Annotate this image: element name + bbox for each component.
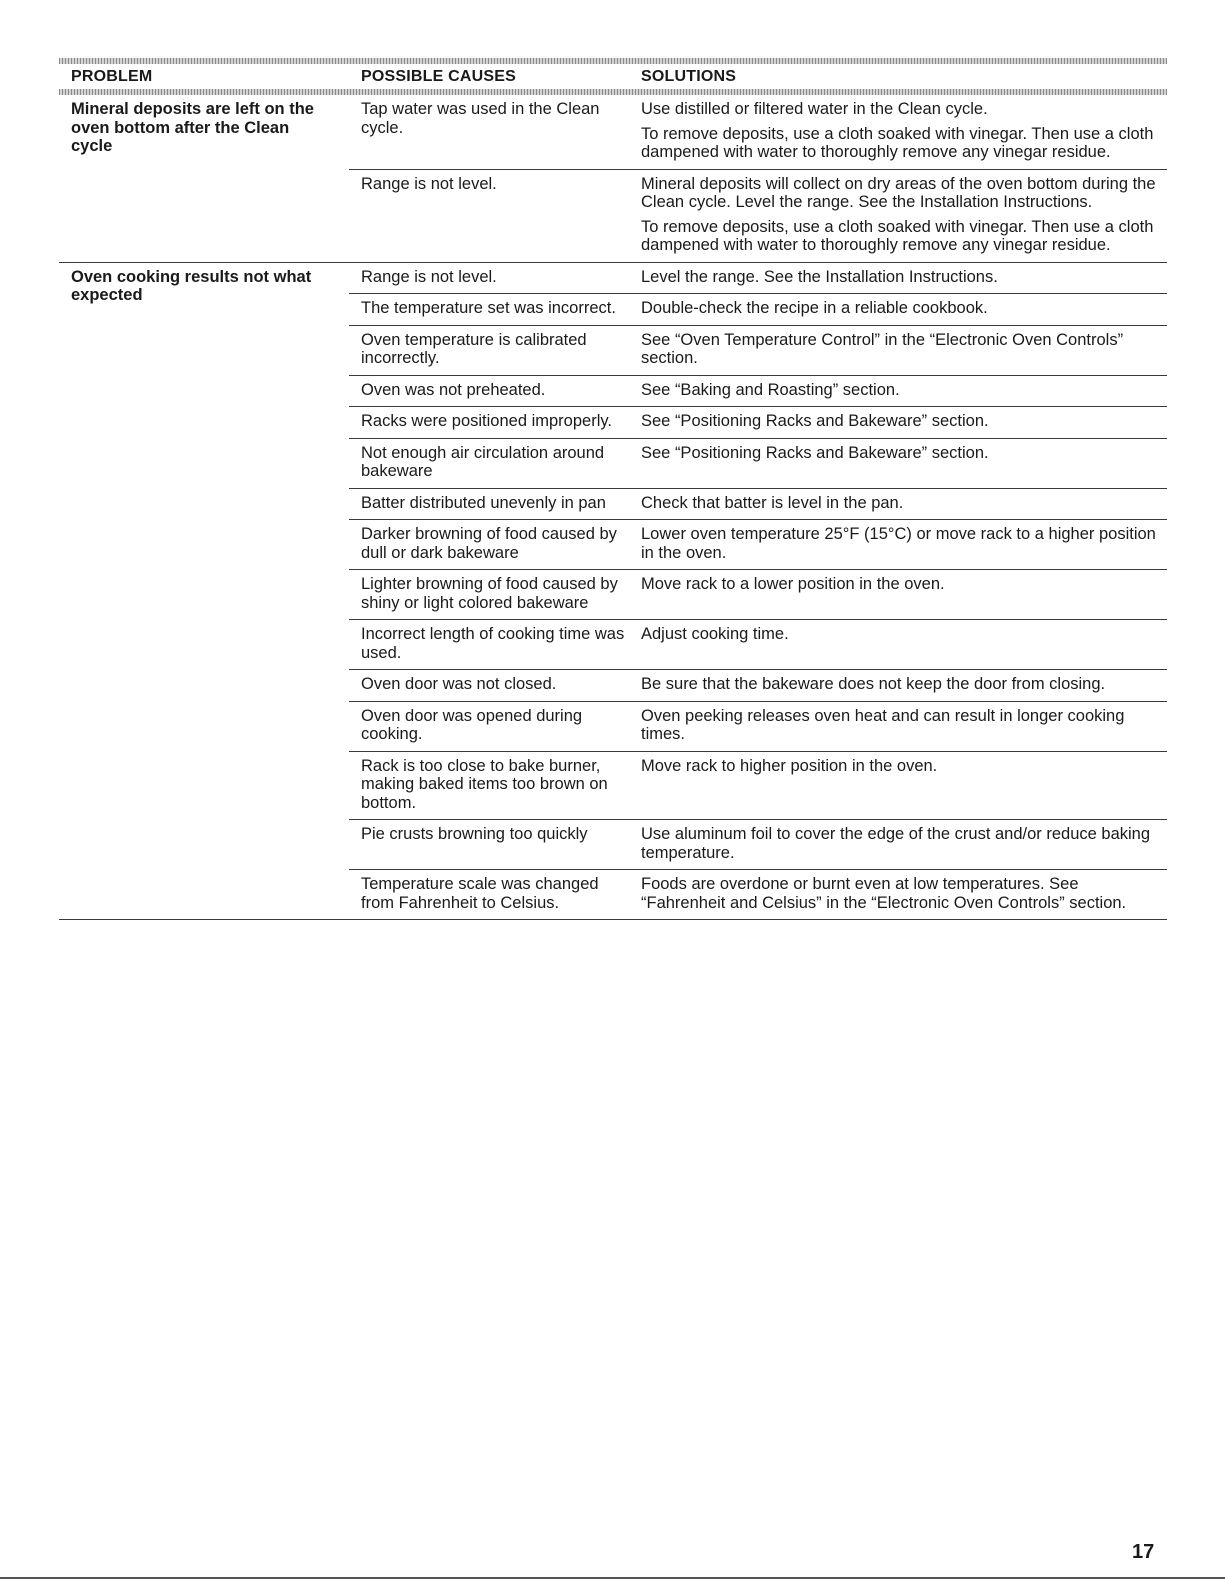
page-bottom-rule xyxy=(0,1577,1225,1579)
possible-cause: Batter distributed unevenly in pan xyxy=(361,493,606,512)
header-problem: PROBLEM xyxy=(71,67,153,85)
possible-cause: Oven door was opened during cooking. xyxy=(361,706,583,743)
problem-title: Mineral deposits are left on the oven bottom after the Clean cycle xyxy=(71,100,314,155)
solution-cell xyxy=(641,494,1167,513)
table-row xyxy=(349,569,1167,619)
possible-cause: Incorrect length of cooking time was used. xyxy=(361,625,625,662)
possible-cause: Not enough air circulation around bakeware xyxy=(361,443,605,480)
possible-cause: Tap water was used in the Clean cycle. xyxy=(361,100,600,137)
page-number: 17 xyxy=(1132,1541,1155,1563)
table-row xyxy=(349,701,1167,751)
solution-text: See “Oven Temperature Control” in the “Electronic Oven Controls” section. xyxy=(641,330,1124,367)
solution-text: Oven peeking releases oven heat and can result in longer cooking times. xyxy=(641,706,1125,743)
possible-cause: Temperature scale was changed from Fahrenheit to Celsius. xyxy=(361,875,599,912)
solution-text: Level the range. See the Installation Instructions. xyxy=(641,267,998,286)
possible-cause: Darker browning of food caused by dull or dark bakeware xyxy=(361,525,617,562)
table-row xyxy=(349,751,1167,820)
solution-text: To remove deposits, use a cloth soaked with vinegar. Then use a cloth dampened with water to thoroughly remove any vinegar residue. xyxy=(641,217,1154,254)
possible-cause: Oven temperature is calibrated incorrectly. xyxy=(361,330,587,367)
table-row xyxy=(349,669,1167,701)
problem-group xyxy=(59,263,1167,921)
solution-cell xyxy=(641,412,1167,431)
solution-text: See “Baking and Roasting” section. xyxy=(641,380,900,399)
solution-text: Lower oven temperature 25°F (15°C) or move rack to a higher position in the oven. xyxy=(641,525,1156,562)
table-row xyxy=(349,619,1167,669)
table-row xyxy=(349,169,1167,262)
problem-title: Oven cooking results not what expected xyxy=(71,267,312,304)
solution-text: Mineral deposits will collect on dry areas of the oven bottom during the Clean cycle. Level the range. See the Installation Instructions. xyxy=(641,174,1156,211)
possible-cause: The temperature set was incorrect. xyxy=(361,299,616,317)
solution-cell xyxy=(641,575,1167,612)
table-row xyxy=(349,375,1167,407)
solution-text: Double-check the recipe in a reliable cookbook. xyxy=(641,299,988,317)
solution-cell xyxy=(641,757,1167,813)
solution-cell xyxy=(641,707,1167,744)
troubleshooting-table xyxy=(59,58,1167,920)
solution-cell xyxy=(641,625,1167,662)
solution-text: See “Positioning Racks and Bakeware” section. xyxy=(641,412,989,430)
table-row xyxy=(349,519,1167,569)
solution-text: Use aluminum foil to cover the edge of the crust and/or reduce baking temperature. xyxy=(641,825,1151,862)
possible-cause: Lighter browning of food caused by shiny or light colored bakeware xyxy=(361,575,618,612)
table-row xyxy=(349,95,1167,169)
solution-cell xyxy=(641,675,1167,694)
possible-cause: Rack is too close to bake burner, making baked items too brown on bottom. xyxy=(361,756,608,812)
table-row xyxy=(349,293,1167,325)
solution-text: Be sure that the bakeware does not keep the door from closing. xyxy=(641,675,1106,693)
solution-cell xyxy=(641,444,1167,481)
header-solutions: SOLUTIONS xyxy=(641,67,737,85)
table-row xyxy=(349,819,1167,869)
solution-text: Adjust cooking time. xyxy=(641,625,789,643)
possible-cause: Pie crusts browning too quickly xyxy=(361,825,588,843)
header-possible-causes: POSSIBLE CAUSES xyxy=(361,67,517,85)
solution-cell xyxy=(641,825,1167,862)
solution-cell xyxy=(641,175,1167,255)
solution-text: Move rack to higher position in the oven. xyxy=(641,756,938,775)
possible-cause: Range is not level. xyxy=(361,174,497,193)
table-row xyxy=(349,438,1167,488)
solution-text: Foods are overdone or burnt even at low temperatures. See “Fahrenheit and Celsius” in the “Electronic Oven Controls” section. xyxy=(641,875,1127,912)
solution-cell xyxy=(641,525,1167,562)
table-row xyxy=(349,488,1167,520)
problem-group xyxy=(59,95,1167,263)
possible-cause: Racks were positioned improperly. xyxy=(361,412,612,430)
solution-cell xyxy=(641,299,1167,318)
solution-cell xyxy=(641,268,1167,287)
solution-text: See “Positioning Racks and Bakeware” section. xyxy=(641,443,989,462)
possible-cause: Oven door was not closed. xyxy=(361,675,557,693)
solution-text: Use distilled or filtered water in the Clean cycle. xyxy=(641,100,988,118)
solution-cell xyxy=(641,875,1167,912)
solution-cell xyxy=(641,100,1167,162)
possible-cause: Oven was not preheated. xyxy=(361,380,546,399)
solution-cell xyxy=(641,381,1167,400)
table-row xyxy=(349,263,1167,294)
table-row xyxy=(349,869,1167,919)
possible-cause: Range is not level. xyxy=(361,267,497,286)
table-body xyxy=(59,95,1167,920)
table-row xyxy=(349,325,1167,375)
solution-text: Move rack to a lower position in the oven. xyxy=(641,575,945,593)
solution-text: Check that batter is level in the pan. xyxy=(641,493,904,512)
solution-text: To remove deposits, use a cloth soaked with vinegar. Then use a cloth dampened with water to thoroughly remove any vinegar residue. xyxy=(641,124,1154,161)
table-row xyxy=(349,406,1167,438)
table-header xyxy=(59,64,1167,89)
solution-cell xyxy=(641,331,1167,368)
